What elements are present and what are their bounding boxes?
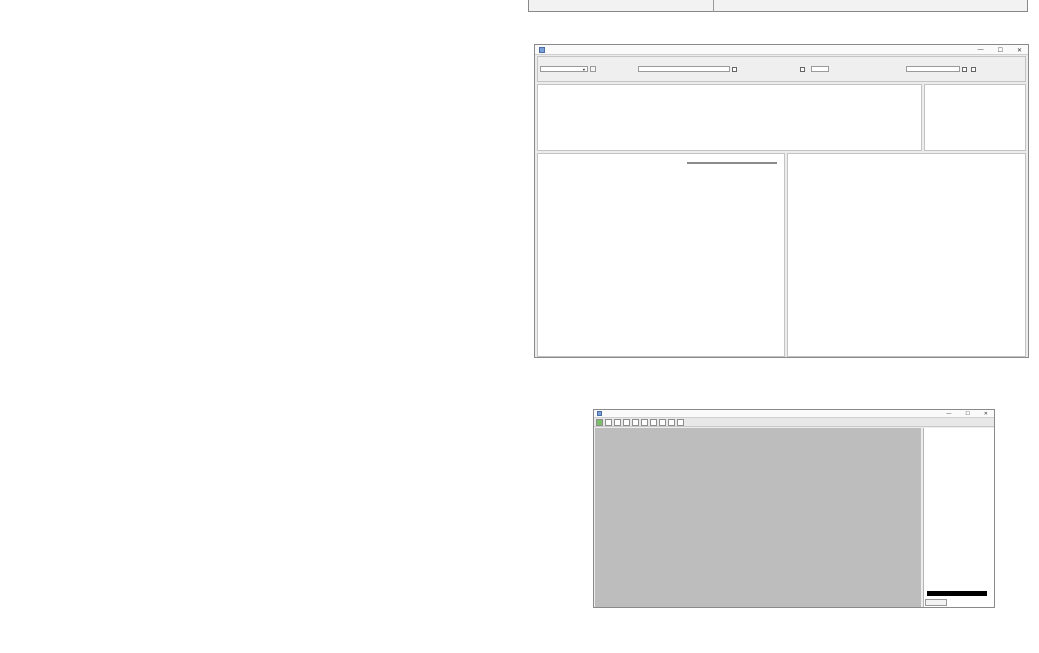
rectangle-tool-icon[interactable] (632, 419, 639, 426)
map-window-controls (946, 410, 988, 418)
pan-tool-icon[interactable] (596, 419, 603, 426)
embedding-panel (787, 153, 1026, 357)
select-tool-icon[interactable] (623, 419, 630, 426)
embedding-select[interactable] (540, 66, 588, 72)
embeddings-group (540, 64, 596, 72)
maximize-icon[interactable]: ☐ (965, 411, 970, 417)
features-range-checkbox[interactable] (962, 67, 967, 72)
sankey-panel (537, 153, 785, 357)
map-legend-panel (923, 428, 994, 607)
window-title-bar (535, 45, 1028, 55)
sankey-diagram[interactable] (538, 161, 784, 355)
features-range2-checkbox[interactable] (971, 67, 976, 72)
minimize-icon[interactable]: — (977, 47, 984, 53)
minimize-icon[interactable]: — (946, 411, 952, 417)
pc-panel-title (538, 85, 921, 87)
parallel-coordinates-chart[interactable] (538, 92, 921, 150)
map-window (593, 409, 995, 608)
map-scale-bar (927, 591, 987, 596)
window-controls (978, 45, 1022, 55)
sankey-checkbox[interactable] (800, 67, 805, 72)
features-group (906, 64, 978, 72)
zoom-out-tool-icon[interactable] (614, 419, 621, 426)
copy-tool-icon[interactable] (659, 419, 666, 426)
close-icon[interactable]: ✕ (983, 411, 988, 417)
figure-column (528, 0, 1039, 653)
zoom-in-tool-icon[interactable] (605, 419, 612, 426)
controls-panel (537, 56, 1026, 82)
article-text-column (20, 0, 517, 653)
context-menu (687, 162, 777, 164)
features-select[interactable] (906, 66, 960, 72)
visible-select[interactable] (811, 66, 829, 72)
metrics-legend-panel (924, 84, 1026, 151)
hdbscan-min-cluster-select[interactable] (638, 66, 730, 72)
map-drawing[interactable] (595, 428, 921, 607)
embedding-plot[interactable] (788, 161, 1025, 355)
map-toolbar (594, 418, 994, 427)
map-legend-title (924, 428, 994, 430)
map-title-bar (594, 410, 994, 418)
close-icon[interactable]: ✕ (1016, 47, 1022, 54)
hdbscan-group (638, 64, 739, 72)
legend-panel-title (925, 85, 1025, 87)
figure-a-bottom-edge (528, 0, 1028, 12)
maximize-icon[interactable]: ☐ (997, 47, 1003, 54)
sankey-group (800, 64, 829, 72)
colors-checkbox[interactable] (732, 67, 737, 72)
sankey-panel-title (538, 154, 784, 156)
print-tool-icon[interactable] (650, 419, 657, 426)
clustering-quality-window (534, 44, 1029, 358)
check-tool-icon[interactable] (668, 419, 675, 426)
map-canvas[interactable] (595, 428, 921, 607)
chevron-down-icon: ▾ (582, 66, 585, 72)
manipulate-tab[interactable] (925, 599, 947, 606)
app-icon (539, 47, 545, 53)
map-app-icon (597, 411, 602, 416)
apply-button[interactable] (590, 66, 596, 72)
layers-tool-icon[interactable] (641, 419, 648, 426)
close-tool-icon[interactable] (677, 419, 684, 426)
parallel-coordinates-panel (537, 84, 922, 151)
embed-panel-title (788, 154, 1025, 156)
